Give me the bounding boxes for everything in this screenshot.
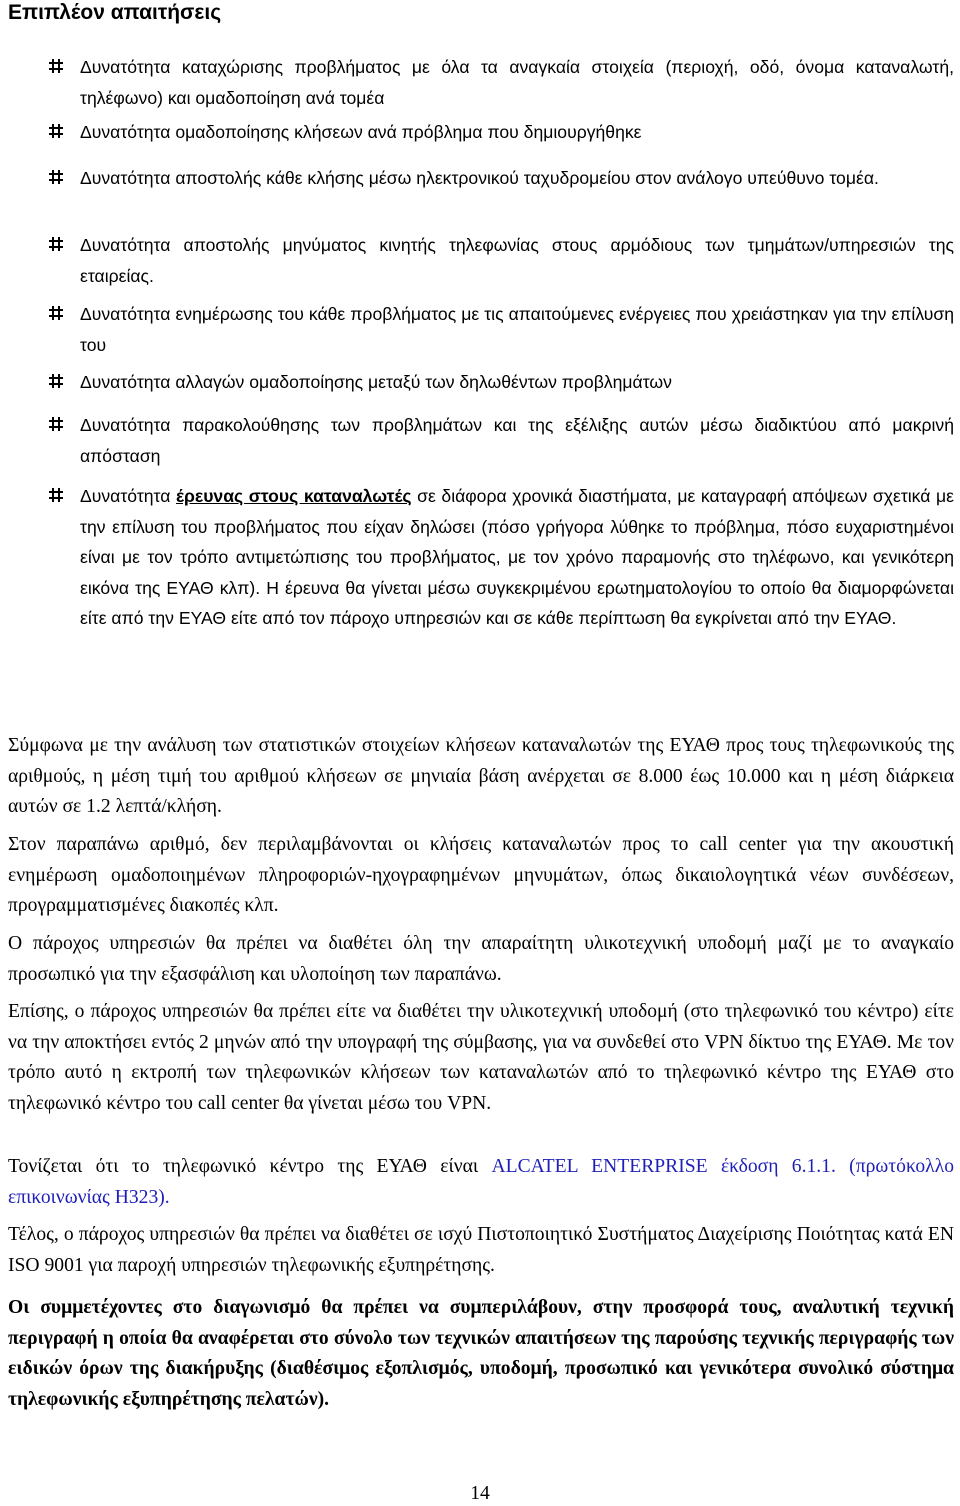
paragraph-excluded-calls: Στον παραπάνω αριθμό, δεν περιλαμβάνονται οι κλήσεις καταναλωτών προς το call center για την ακουστική ενημέρωση ομαδοποιημένων πληροφοριών-ηχογραφημένων μηνυμάτων, όπως δικαιολογητικά νέων συνδέσεων, προγραμματισμένες διακοπές κλπ. bbox=[8, 834, 954, 916]
paragraph-vpn: Επίσης, ο πάροχος υπηρεσιών θα πρέπει είτε να διαθέτει την υλικοτεχνική υποδομή (στο τηλεφωνικό του κέντρο) είτε να την αποκτήσει εντός 2 μηνών από την υπογραφή της σύμβασης, για να συνδεθεί στο VPN δίκτυο της ΕΥΑΘ. Με τον τρόπο αυτό η εκτροπή των τηλεφωνικών κλήσεων των καταναλωτών από το τηλεφωνικό κέντρο της ΕΥΑΘ στο τηλεφωνικό κέντρο του call center θα γίνεται μέσω του VPN. bbox=[8, 1001, 954, 1114]
paragraph-iso: Τέλος, ο πάροχος υπηρεσιών θα πρέπει να διαθέτει σε ισχύ Πιστοποιητικό Συστήματος Διαχείρισης Ποιότητας κατά ΕΝ ISO 9001 για παροχή υπηρεσιών τηλεφωνικής εξυπηρέτησης. bbox=[8, 1224, 954, 1276]
paragraph-call-statistics: Σύμφωνα με την ανάλυση των στατιστικών στοιχείων κλήσεων καταναλωτών της ΕΥΑΘ προς τους τηλεφωνικούς της αριθμούς, η μέση τιμή του αριθμού κλήσεων σε μηνιαία βάση ανέρχεται σε 8.000 έως 10.000 και η μέση διάρκεια αυτών σε 1.2 λεπτά/κλήση. bbox=[8, 735, 954, 817]
bullet-icon bbox=[46, 117, 68, 147]
page-number: 14 bbox=[470, 1483, 490, 1504]
list-item: Δυνατότητα αποστολής μηνύματος κινητής τηλεφωνίας στους αρμόδιους των τμημάτων/υπηρεσιών της εταιρείας. bbox=[80, 235, 954, 286]
bullet-icon bbox=[46, 52, 68, 82]
list-item: Δυνατότητα ενημέρωσης του κάθε προβλήματος με τις απαιτούμενες ενέργειες που χρειάστηκαν για την επίλυση του bbox=[80, 304, 954, 355]
list-item: Δυνατότητα καταχώρισης προβλήματος με όλα τα αναγκαία στοιχεία (περιοχή, οδό, όνομα καταναλωτή, τηλέφωνο) και ομαδοποίηση ανά τομέα bbox=[80, 57, 954, 108]
bullet-icon bbox=[46, 230, 68, 260]
list-item: Δυνατότητα ομαδοποίησης κλήσεων ανά πρόβλημα που δημιουργήθηκε bbox=[80, 122, 642, 142]
paragraph-infrastructure: Ο πάροχος υπηρεσιών θα πρέπει να διαθέτει όλη την απαραίτητη υλικοτεχνική υποδομή μαζί με το αναγκαίο προσωπικό για την εξασφάλιση και υλοποίηση των παραπάνω. bbox=[8, 933, 954, 985]
paragraph-text: Τονίζεται ότι το τηλεφωνικό κέντρο της ΕΥΑΘ είναι bbox=[8, 1156, 492, 1177]
bullet-icon bbox=[46, 299, 68, 329]
bullet-icon bbox=[46, 367, 68, 397]
list-item-text: Δυνατότητα bbox=[80, 486, 177, 506]
bullet-icon bbox=[46, 163, 68, 193]
section-heading: Επιπλέον απαιτήσεις bbox=[8, 1, 222, 24]
paragraph-bidders: Οι συμμετέχοντες στο διαγωνισμό θα πρέπει να συμπεριλάβουν, στην προσφορά τους, αναλυτική τεχνική περιγραφή η οποία θα αναφέρεται στο σύνολο των τεχνικών απαιτήσεων της παρούσης τεχνικής περιγραφής των ειδικών όρων της διακήρυξης (διαθέσιμος εξοπλισμός, υποδομή, προσωπικό και γενικότερα συνολικό σύστημα τηλεφωνικής εξυπηρέτησης πελατών). bbox=[8, 1297, 954, 1410]
paragraph-pbx bbox=[8, 1152, 954, 1213]
bullet-icon bbox=[46, 481, 68, 511]
list-item: Δυνατότητα αλλαγών ομαδοποίησης μεταξύ των δηλωθέντων προβλημάτων bbox=[80, 372, 672, 392]
list-item: Δυνατότητα αποστολής κάθε κλήσης μέσω ηλεκτρονικού ταχυδρομείου στον ανάλογο υπεύθυνο τομέα. bbox=[80, 168, 879, 188]
list-item bbox=[80, 481, 954, 634]
bullet-icon bbox=[46, 410, 68, 440]
list-item: Δυνατότητα παρακολούθησης των προβλημάτων και της εξέλιξης αυτών μέσω διαδικτύου από μακρινή απόσταση bbox=[80, 415, 954, 466]
list-item-text: σε διάφορα χρονικά διαστήματα, με καταγραφή απόψεων σχετικά με την επίλυση του προβλήματος που είχαν δηλώσει (πόσο γρήγορα λύθηκε το πρόβλημα, πόσο ευχαριστημένοι είναι με τον τρόπο αντιμετώπισης του προβλήματος, με τον χρόνο παραμονής στο τηλέφωνο, και γενικότερη εικόνα της ΕΥΑΘ κλπ). Η έρευνα θα γίνεται μέσω συγκεκριμένου ερωτηματολογίου το οποίο θα διαμορφώνεται είτε από την ΕΥΑΘ είτε από τον πάροχο υπηρεσιών και σε κάθε περίπτωση θα εγκρίνεται από την ΕΥΑΘ. bbox=[80, 486, 954, 628]
pbx-version-link[interactable]: ALCATEL ENTERPRISE έκδοση 6.1.1. (πρωτόκολλο επικοινωνίας Η323). bbox=[8, 1156, 954, 1208]
emphasis-text: έρευνας στους καταναλωτές bbox=[176, 486, 412, 506]
